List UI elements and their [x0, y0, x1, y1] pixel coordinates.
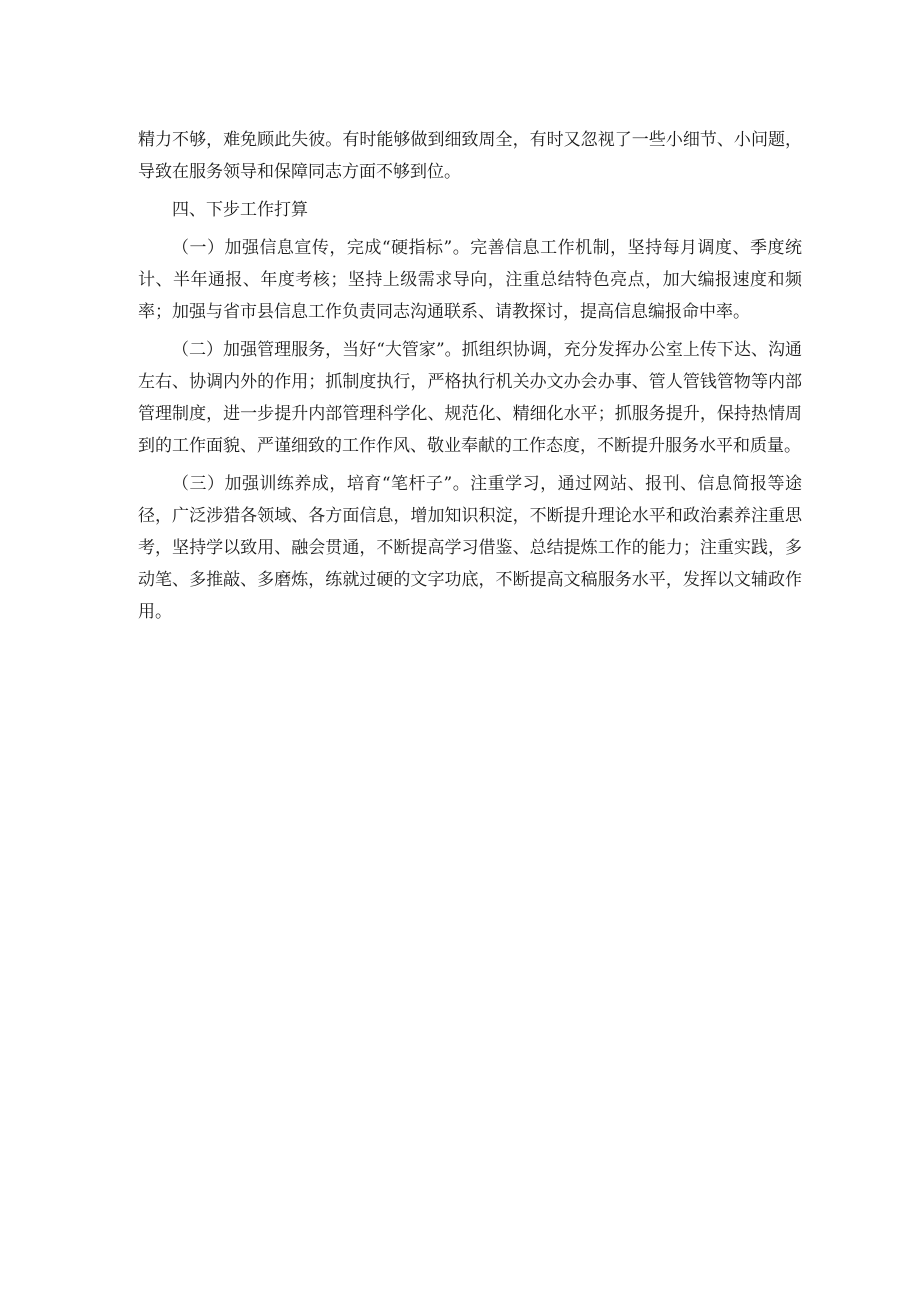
paragraph-item-2: （二）加强管理服务，当好“大管家”。抓组织协调，充分发挥办公室上传下达、沟通左右、协调内外的作用；抓制度执行，严格执行机关办文办会办事、管人管钱管物等内部管理制度，进一步提升内部管理科学化、规范化、精细化水平；抓服务提升，保持热情周到的工作面貌、严谨细致的工作作风、敬业奉献的工作态度，不断提升服务水平和质量。 — [138, 340, 802, 456]
section-heading: 四、下步工作打算 — [172, 200, 308, 220]
paragraph-continuation: 精力不够，难免顾此失彼。有时能够做到细致周全，有时又忽视了一些小细节、小问题，导致在服务领导和保障同志方面不够到位。 — [138, 130, 802, 182]
paragraph-item-3: （三）加强训练养成，培育“笔杆子”。注重学习，通过网站、报刊、信息简报等途径，广泛涉猎各领域、各方面信息，增加知识积淀，不断提升理论水平和政治素养注重思考，坚持学以致用、融会贯通，不断提高学习借鉴、总结提炼工作的能力；注重实践，多动笔、多推敲、多磨炼，练就过硬的文字功底，不断提高文稿服务水平，发挥以文辅政作用。 — [138, 474, 802, 622]
paragraph-item-1: （一）加强信息宣传，完成“硬指标”。完善信息工作机制，坚持每月调度、季度统计、半年通报、年度考核；坚持上级需求导向，注重总结特色亮点，加大编报速度和频率；加强与省市县信息工作负责同志沟通联系、请教探讨，提高信息编报命中率。 — [138, 238, 802, 322]
document-body — [138, 124, 802, 628]
